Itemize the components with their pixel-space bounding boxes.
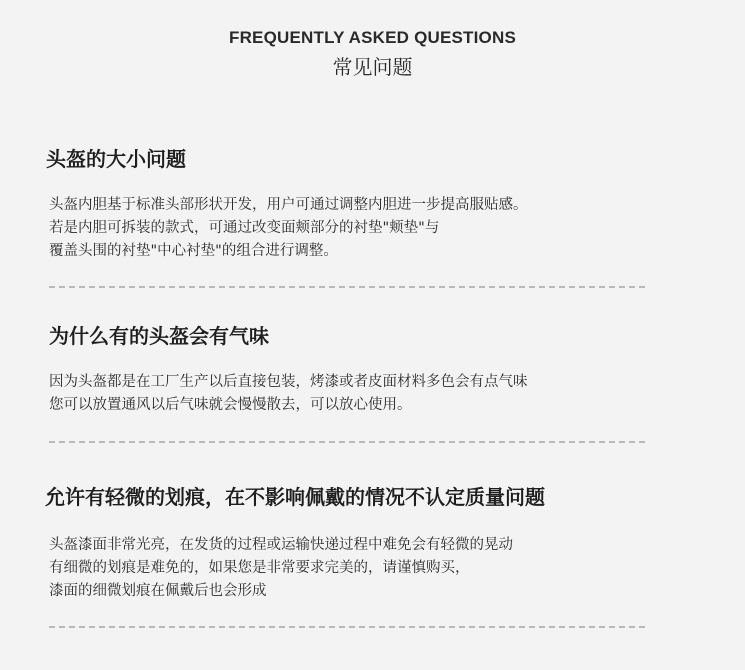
page-title-chinese: 常见问题 [332, 55, 413, 79]
faq-answer-line: 有细微的划痕是难免的，如果您是非常要求完美的，请谨慎购买， [49, 560, 470, 576]
dashed-divider [49, 441, 645, 443]
faq-question: 为什么有的头盔会有气味 [49, 324, 269, 348]
dashed-divider [49, 626, 645, 628]
page-title-english: FREQUENTLY ASKED QUESTIONS [228, 28, 516, 47]
faq-header [0, 28, 745, 80]
faq-answer-line: 漆面的细微划痕在佩戴后也会形成 [49, 583, 267, 599]
faq-answer-line: 头盔内胆基于标准头部形状开发，用户可通过调整内胆进一步提高服贴感。 [49, 197, 528, 213]
faq-question: 头盔的大小问题 [46, 147, 186, 171]
faq-answer [49, 194, 528, 263]
faq-answer-line: 若是内胆可拆装的款式，可通过改变面颊部分的衬垫"颊垫"与 [49, 220, 440, 236]
faq-answer [49, 534, 513, 603]
faq-answer-line: 您可以放置通风以后气味就会慢慢散去，可以放心使用。 [49, 397, 412, 413]
dashed-divider [49, 286, 645, 288]
faq-answer-line: 因为头盔都是在工厂生产以后直接包装，烤漆或者皮面材料多色会有点气味 [49, 374, 528, 390]
faq-answer [49, 371, 528, 417]
faq-question: 允许有轻微的划痕，在不影响佩戴的情况不认定质量问题 [45, 485, 545, 509]
faq-answer-line: 覆盖头围的衬垫"中心衬垫"的组合进行调整。 [49, 243, 338, 259]
faq-answer-line: 头盔漆面非常光亮，在发货的过程或运输快递过程中难免会有轻微的晃动 [49, 537, 513, 553]
